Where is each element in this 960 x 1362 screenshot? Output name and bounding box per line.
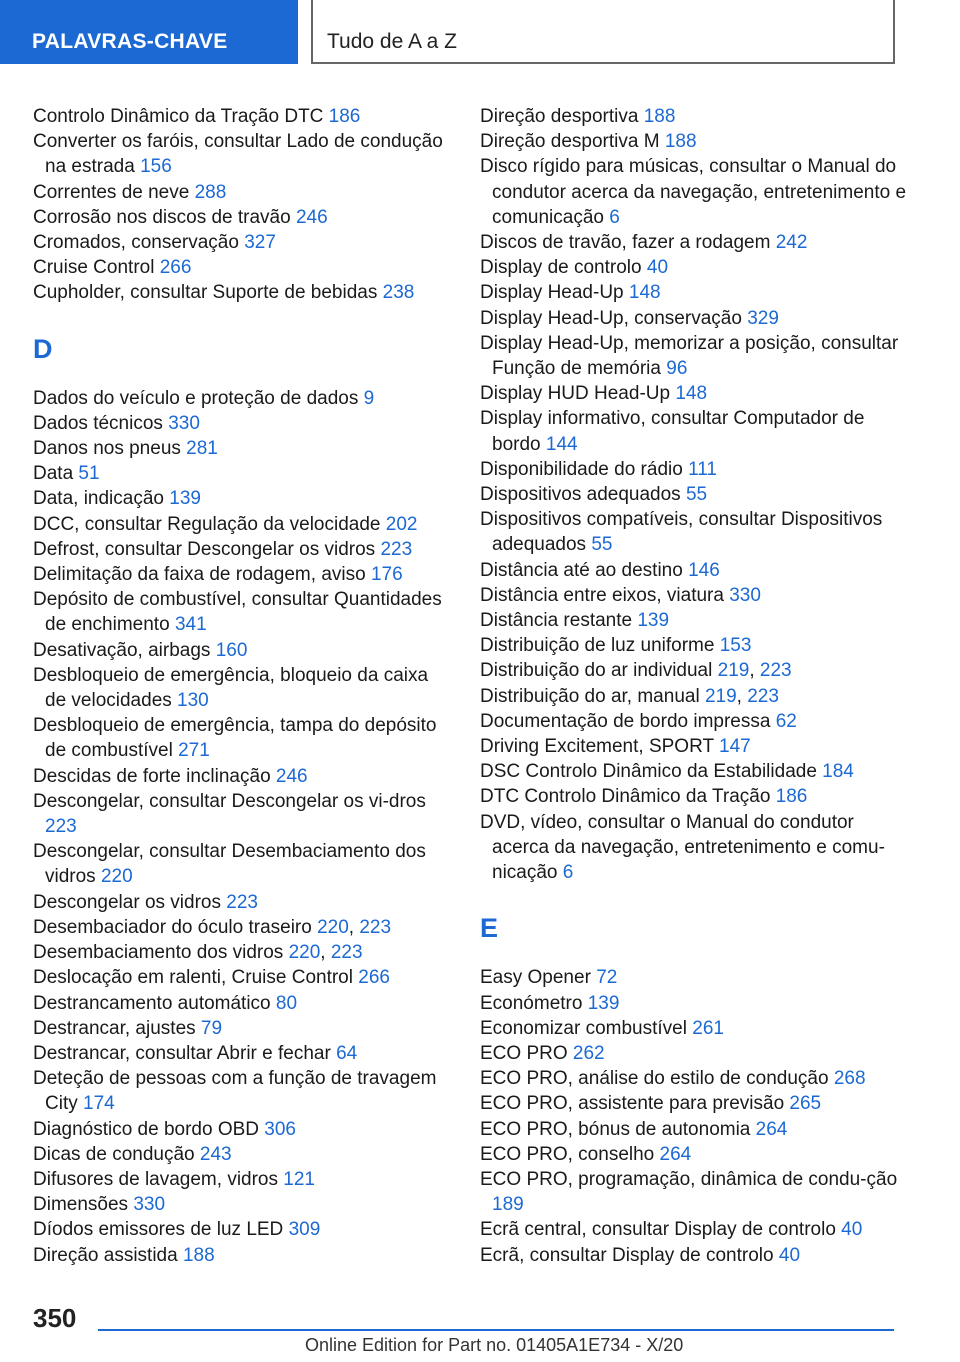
index-entry-text: Direção desportiva [480, 106, 639, 127]
index-entry-text: Corrosão nos discos de travão [33, 206, 291, 228]
index-entry [480, 255, 910, 280]
index-entry [33, 1016, 451, 1041]
index-entry [33, 280, 451, 305]
index-entry-text: Dados técnicos [33, 412, 163, 434]
index-entry [33, 436, 451, 461]
page-reference-link[interactable]: 242 [775, 232, 808, 254]
index-entry-text: Data [33, 463, 74, 485]
index-entry [480, 306, 910, 331]
index-entry [33, 1117, 451, 1142]
page-reference-link[interactable]: 219 [704, 685, 737, 707]
page-reference-link[interactable]: 238 [382, 282, 415, 304]
index-entry-text: DTC Controlo Dinâmico da Tração [480, 786, 771, 808]
index-entry-text: Distância até ao destino [480, 559, 683, 581]
index-entry-text: Destrancar, consultar Abrir e fechar [33, 1042, 331, 1064]
index-entry-text: Diagnóstico de bordo OBD [33, 1118, 260, 1140]
index-entry [480, 633, 910, 658]
page-reference-link[interactable]: 223 [747, 685, 779, 707]
index-entry [33, 1192, 451, 1217]
index-entry-text: Dimensões [33, 1194, 129, 1216]
index-entry-text: Difusores de lavagem, vidros [33, 1168, 278, 1190]
index-entry [33, 486, 451, 511]
index-entry [480, 709, 910, 734]
index-entry [480, 104, 910, 129]
page-reference-link[interactable]: 262 [572, 1042, 605, 1064]
index-entry [33, 1217, 451, 1242]
index-entry-text: Correntes de neve [33, 181, 190, 203]
index-entry-text: Driving Excitement, SPORT [480, 736, 714, 758]
page-reference-link[interactable]: 223 [380, 538, 413, 560]
index-entry [480, 1167, 910, 1217]
page-reference-link[interactable]: 330 [133, 1194, 166, 1216]
index-entry [480, 810, 910, 886]
page-reference-link[interactable]: 330 [729, 584, 761, 606]
page-reference-link[interactable]: 6 [609, 206, 620, 228]
page-reference-link[interactable]: 268 [833, 1068, 866, 1090]
index-entry [480, 759, 910, 784]
index-entry-text: ECO PRO [480, 1042, 568, 1064]
page-reference-link[interactable]: 55 [685, 484, 708, 506]
index-entry [33, 663, 451, 713]
page-reference-link[interactable]: 220 [100, 866, 133, 888]
footer-divider [98, 1329, 894, 1331]
index-entry-text: DVD, vídeo, consultar o Manual do condutor acerca da navegação, entretenimento e comu-​nicação [480, 811, 885, 884]
index-entry-text: Deslocação em ralenti, Cruise Control [33, 967, 353, 989]
page-reference-link[interactable]: 139 [587, 992, 620, 1014]
page-reference-link[interactable]: 184 [822, 761, 854, 783]
edition-note: Online Edition for Part no. 01405A1E734 - X/20 [305, 1335, 684, 1355]
index-entry-text: Desbloqueio de emergência, tampa do depósito de combustível [33, 715, 437, 762]
page-reference-link[interactable]: 188 [643, 106, 676, 127]
index-entry [33, 411, 451, 436]
index-entry [480, 558, 910, 583]
index-entry-text: ECO PRO, programação, dinâmica de condu-​ção [480, 1168, 898, 1190]
index-entry [33, 512, 451, 537]
index-entry [480, 507, 910, 557]
index-entry [33, 461, 451, 486]
index-entry-text: Desbloqueio de emergência, bloqueio da caixa de velocidades [33, 664, 429, 712]
page-reference-link[interactable]: 62 [775, 710, 797, 732]
page-reference-link[interactable]: 271 [178, 740, 210, 762]
index-entry-text: Desembaciamento dos vidros [33, 942, 284, 964]
index-entry-text: Descidas de forte inclinação [33, 765, 271, 787]
page-reference-link[interactable]: 265 [789, 1093, 822, 1115]
page-number: 350 [33, 1303, 77, 1333]
page-reference-link[interactable]: 186 [775, 786, 808, 808]
page-reference-link[interactable]: 130 [177, 690, 209, 712]
index-entry-text: Display HUD Head-Up [480, 383, 671, 405]
index-entry [480, 784, 910, 809]
index-entry-text: Ecrã, consultar Display de controlo [480, 1244, 774, 1266]
index-entry [33, 230, 451, 255]
index-entry [480, 1142, 910, 1167]
index-entry [480, 230, 910, 255]
index-entry-text: DCC, consultar Regulação da velocidade [33, 513, 381, 535]
page-reference-link[interactable]: 186 [328, 106, 361, 127]
page-reference-link[interactable]: 40 [778, 1244, 801, 1266]
index-entry [33, 255, 451, 280]
index-entry-text: Descongelar, consultar Desembaciamento dos vidros [33, 841, 426, 888]
page-reference-link[interactable]: 329 [747, 307, 779, 329]
page-reference-link[interactable]: 146 [688, 559, 720, 581]
index-entry-text: Desembaciador do óculo traseiro [33, 916, 312, 938]
page-reference-link[interactable]: 266 [159, 257, 192, 279]
index-entry [33, 789, 451, 839]
index-entry [33, 587, 451, 637]
page-reference-link[interactable]: 139 [637, 610, 670, 632]
page-reference-link[interactable]: 223 [226, 891, 258, 913]
page-reference-link[interactable]: 64 [336, 1042, 358, 1064]
page-header [0, 0, 960, 66]
index-entry-text: Dispositivos compatíveis, consultar Dispositivos adequados [480, 509, 883, 556]
page-reference-link[interactable]: 144 [545, 433, 578, 455]
index-entry [33, 965, 451, 990]
index-entry [33, 562, 451, 587]
index-entry [33, 764, 451, 789]
index-entry-text: Display Head-Up [480, 282, 624, 304]
index-entry-text: Direção assistida [33, 1244, 178, 1266]
index-entry-text: Distribuição de luz uniforme [480, 635, 715, 657]
page-reference-link[interactable]: 220 [288, 942, 321, 964]
index-entry-text: Dados do veículo e proteção de dados [33, 387, 359, 409]
index-entry-text: Documentação de bordo impressa [480, 710, 771, 732]
index-entry [480, 1041, 910, 1066]
page-reference-link[interactable]: 176 [370, 564, 403, 586]
page-reference-link[interactable]: 223 [759, 660, 792, 682]
index-entry [480, 965, 910, 990]
index-entry-text: ECO PRO, conselho [480, 1143, 655, 1165]
index-entry-text: Distribuição do ar, manual [480, 685, 700, 707]
page-reference-link[interactable]: 80 [275, 992, 298, 1014]
index-entry-text: Descongelar, consultar Descongelar os vi-​dros [33, 790, 426, 812]
index-entry-text: Delimitação da faixa de rodagem, aviso [33, 564, 366, 586]
page-reference-link[interactable]: 121 [283, 1168, 315, 1190]
index-entry-text: Dispositivos adequados [480, 484, 681, 506]
index-entry-text: Disponibilidade do rádio [480, 458, 683, 480]
index-entry [480, 1217, 910, 1242]
index-entry-text: Economizar combustível [480, 1017, 687, 1039]
index-entry [33, 129, 451, 179]
page-reference-link[interactable]: 288 [194, 181, 227, 203]
page-reference-link[interactable]: 6 [562, 862, 574, 884]
index-entry-text: Danos nos pneus [33, 438, 181, 460]
index-entry-text: Díodos emissores de luz LED [33, 1219, 284, 1241]
index-letter-heading: D [33, 333, 53, 364]
page-reference-link[interactable]: 139 [169, 488, 201, 510]
index-entry-text: Display Head-Up, memorizar a posição, consultar Função de memória [480, 332, 899, 380]
page-reference-link[interactable]: 306 [264, 1118, 296, 1140]
index-entry [480, 734, 910, 759]
index-entry-text: Depósito de combustível, consultar Quantidades de enchimento [33, 589, 442, 636]
index-entry [480, 331, 910, 381]
index-entry [480, 457, 910, 482]
page-reference-link[interactable]: 188 [664, 131, 697, 153]
index-entry-text: DSC Controlo Dinâmico da Estabilidade [480, 761, 817, 783]
page-reference-link[interactable]: 341 [174, 614, 207, 636]
index-entry-text: Cruise Control [33, 257, 155, 279]
index-entry-text: Disco rígido para músicas, consultar o Manual do condutor acerca da navegação, entretenimento e comunicação [480, 156, 907, 228]
index-entry [33, 180, 451, 205]
page-reference-link[interactable]: 40 [646, 257, 669, 279]
page-reference-link[interactable]: 246 [295, 206, 328, 228]
index-entry [33, 991, 451, 1016]
index-entry [480, 991, 910, 1016]
index-entry [480, 1243, 910, 1268]
index-entry [480, 154, 910, 230]
page-reference-link[interactable]: 220 [317, 916, 349, 938]
page-reference-link[interactable]: 148 [675, 383, 708, 405]
index-entry-text: Destrancar, ajustes [33, 1017, 196, 1039]
index-entry: Distribuição do ar, manual 219, 223 [480, 685, 779, 707]
index-column-left [33, 104, 451, 1268]
page-reference-link[interactable]: 281 [186, 438, 218, 460]
section-tab-keywords[interactable]: PALAVRAS-CHAVE [0, 0, 298, 64]
page-reference-link[interactable]: 40 [841, 1219, 863, 1241]
index-entry-text: Distribuição do ar individual [480, 660, 713, 682]
page-reference-link[interactable]: 51 [78, 463, 100, 485]
index-entry-text: Económetro [480, 992, 583, 1014]
index-entry [33, 1142, 451, 1167]
index-entry [480, 280, 910, 305]
index-entry [480, 608, 910, 633]
index-entry [33, 1243, 451, 1268]
page-reference-link[interactable]: 330 [168, 412, 200, 434]
index-entry-text: Distância entre eixos, viatura [480, 584, 724, 606]
index-entry-text: Descongelar os vidros [33, 891, 221, 913]
index-entry-text: Controlo Dinâmico da Tração DTC [33, 106, 324, 127]
index-entry [33, 1066, 451, 1116]
index-entry: Desembaciador do óculo traseiro 220, 223 [33, 916, 392, 938]
index-entry-text: ECO PRO, análise do estilo de condução [480, 1068, 829, 1090]
index-entry [480, 1066, 910, 1091]
index-entry [33, 839, 451, 889]
page-reference-link[interactable]: 219 [717, 660, 750, 682]
index-entry [33, 104, 451, 129]
page-reference-link[interactable]: 327 [244, 232, 276, 254]
index-entry [33, 713, 451, 763]
page-reference-link[interactable]: 243 [199, 1143, 232, 1165]
page-reference-link[interactable]: 264 [755, 1118, 788, 1140]
index-entry-text: Destrancamento automático [33, 992, 271, 1014]
page-reference-link[interactable]: 55 [591, 534, 613, 556]
index-entry-text: Dicas de condução [33, 1143, 195, 1165]
page-reference-link[interactable]: 147 [719, 736, 751, 758]
page-reference-link[interactable]: 156 [140, 156, 172, 178]
index-entry-text: Converter os faróis, consultar Lado de condução na estrada [33, 131, 443, 178]
page-reference-link[interactable]: 148 [628, 282, 661, 304]
index-entry-text: Defrost, consultar Descongelar os vidros [33, 538, 376, 560]
page-reference-link[interactable]: 111 [688, 458, 717, 480]
index-entry [33, 638, 451, 663]
index-entry-text: Easy Opener [480, 967, 591, 989]
index-entry [480, 1117, 910, 1142]
index-entry-text: Ecrã central, consultar Display de controlo [480, 1219, 836, 1241]
index-entry [33, 537, 451, 562]
page-reference-link[interactable]: 261 [692, 1017, 724, 1039]
index-entry [480, 1016, 910, 1041]
page-reference-link[interactable]: 223 [359, 916, 392, 938]
index-column-right [480, 104, 910, 1268]
page-reference-link[interactable]: 72 [596, 967, 618, 989]
index-entry [480, 1091, 910, 1116]
index-entry-text: ECO PRO, bónus de autonomia [480, 1118, 751, 1140]
page-reference-link[interactable]: 189 [492, 1194, 524, 1216]
page-reference-link[interactable]: 202 [385, 513, 418, 535]
index-entry-text: Direção desportiva M [480, 131, 660, 153]
index-entry [33, 205, 451, 230]
index-entry [480, 583, 910, 608]
index-entry [33, 1041, 451, 1066]
index-entry-text: Display informativo, consultar Computador de bordo [480, 408, 865, 455]
index-entry-text: Discos de travão, fazer a rodagem [480, 232, 771, 254]
index-entry-text: Cromados, conservação [33, 232, 239, 254]
page-reference-link[interactable]: 160 [215, 639, 248, 661]
page-reference-link[interactable]: 246 [275, 765, 308, 787]
index-entry [33, 890, 451, 915]
page-reference-link[interactable]: 309 [288, 1219, 321, 1241]
index-entry-text: Distância restante [480, 610, 633, 632]
index-entry-text: Display de controlo [480, 257, 642, 279]
index-entry [480, 406, 910, 456]
index-entry: Desembaciamento dos vidros 220, 223 [33, 942, 363, 964]
page-reference-link[interactable]: 223 [330, 942, 363, 964]
page-reference-link[interactable]: 79 [200, 1017, 223, 1039]
index-entry-text: Cupholder, consultar Suporte de bebidas [33, 282, 378, 304]
page-reference-link[interactable]: 223 [45, 816, 77, 838]
index-entry-text: Desativação, airbags [33, 639, 211, 661]
section-title-tab: Tudo de A a Z [311, 0, 895, 64]
page-reference-link[interactable]: 188 [182, 1244, 215, 1266]
index-entry [33, 386, 451, 411]
index-entry [480, 129, 910, 154]
index-entry: Distribuição do ar individual 219, 223 [480, 660, 792, 682]
page-reference-link[interactable]: 9 [363, 387, 375, 409]
index-entry-text: ECO PRO, assistente para previsão [480, 1093, 785, 1115]
index-entry [480, 482, 910, 507]
page-reference-link[interactable]: 96 [666, 358, 688, 380]
page-reference-link[interactable]: 153 [719, 635, 752, 657]
index-letter-heading: E [480, 913, 499, 944]
page-reference-link[interactable]: 266 [358, 967, 390, 989]
index-entry [33, 1167, 451, 1192]
index-entry-text: Display Head-Up, conservação [480, 307, 742, 329]
index-entry-text: Deteção de pessoas com a função de travagem City [33, 1068, 437, 1115]
index-entry [480, 381, 910, 406]
index-entry-text: Data, indicação [33, 488, 164, 510]
page-reference-link[interactable]: 174 [83, 1093, 115, 1115]
page-reference-link[interactable]: 264 [659, 1143, 692, 1165]
